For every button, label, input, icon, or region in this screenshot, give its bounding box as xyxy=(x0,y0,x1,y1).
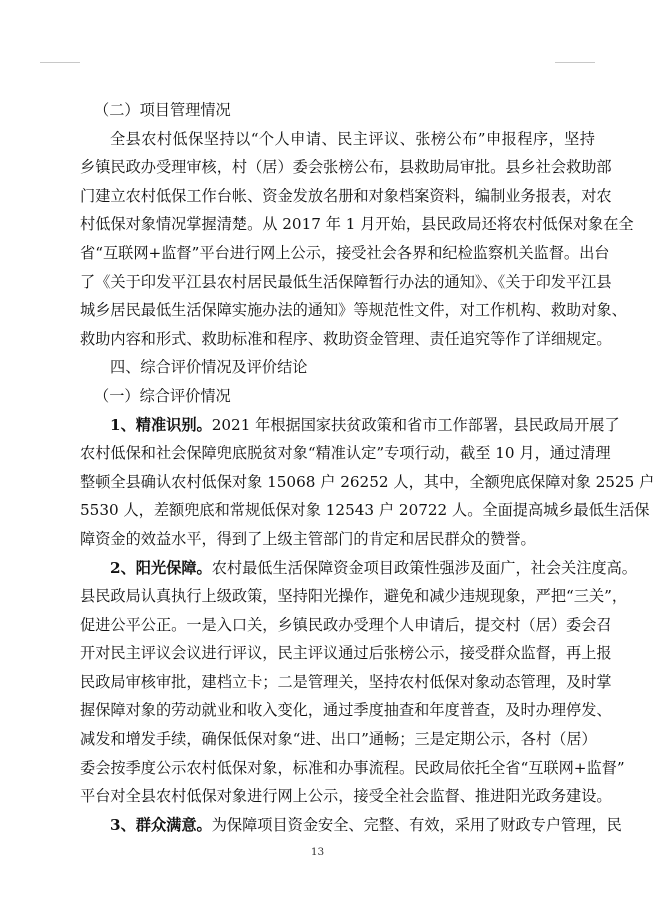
item-text: 为保障项目资金安全、完整、有效，采用了财政专户管理，民 xyxy=(211,815,622,834)
item-title: 3、群众满意。 xyxy=(110,815,212,834)
crop-mark-right xyxy=(555,62,595,63)
paragraph-line: 握保障对象的劳动就业和收入变化，通过季度抽查和年度普查，及时办理停发、 xyxy=(80,701,612,720)
paragraph-line: 救助内容和形式、救助标准和程序、救助资金管理、责任追究等作了详细规定。 xyxy=(80,329,612,348)
paragraph-line: 委会按季度公示农村低保对象，标准和办事流程。民政局依托全省“互联网+监督” xyxy=(80,758,625,777)
item-sunshine-guarantee-first-line xyxy=(80,554,637,583)
paragraph-line: 民政局审核审批，建档立卡；二是管理关，坚持农村低保对象动态管理，及时掌 xyxy=(80,672,612,691)
page-number: 13 xyxy=(310,846,325,858)
paragraph-line: 障资金的效益水平，得到了上级主管部门的肯定和居民群众的赞誉。 xyxy=(80,529,536,548)
section-heading-evaluation: 四、综合评价情况及评价结论 xyxy=(110,358,308,377)
paragraph-line: 减发和增发手续，确保低保对象“进、出口”通畅；三是定期公示，各村（居） xyxy=(80,730,597,749)
item-text: 2021 年根据国家扶贫政策和省市工作部署，县民政局开展了 xyxy=(211,415,620,434)
item-accurate-identification-first-line xyxy=(80,411,620,440)
paragraph-line: 了《关于印发平江县农村居民最低生活保障暂行办法的通知》、《关于印发平江县 xyxy=(80,272,612,291)
paragraph-line: 村低保对象情况掌握清楚。从 2017 年 1 月开始，县民政局还将农村低保对象在全 xyxy=(80,215,634,234)
document-body xyxy=(80,96,654,839)
paragraph-line: 促进公平公正。一是入口关，乡镇民政办受理个人申请后，提交村（居）委会召 xyxy=(80,615,612,634)
paragraph-line: 整顿全县确认农村低保对象 15068 户 26252 人，其中，全额兜底保障对象 2525 户 xyxy=(80,472,654,491)
paragraph-line: 县民政局认真执行上级政策，坚持阳光操作，避免和减少违规现象，严把“三关”， xyxy=(80,587,628,606)
item-public-satisfaction-first-line xyxy=(80,811,622,840)
item-title: 1、精准识别。 xyxy=(110,415,212,434)
paragraph-line: 全县农村低保坚持以“个人申请、民主评议、张榜公布”申报程序，坚持 xyxy=(110,129,595,148)
paragraph-line: 平台对全县农村低保对象进行网上公示，接受全社会监督、推进阳光政务建设。 xyxy=(80,787,612,806)
paragraph-line: 乡镇民政办受理审核，村（居）委会张榜公布，县救助局审批。县乡社会救助部 xyxy=(80,158,612,177)
paragraph-line: 省“互联网+监督”平台进行网上公示，接受社会各界和纪检监察机关监督。出台 xyxy=(80,243,610,262)
paragraph-line: 开对民主评议会议进行评议，民主评议通过后张榜公示，接受群众监督，再上报 xyxy=(80,644,612,663)
item-text: 农村最低生活保障资金项目政策性强涉及面广，社会关注度高。 xyxy=(211,558,637,577)
sub-heading-evaluation-status: （一）综合评价情况 xyxy=(94,386,231,405)
item-title: 2、阳光保障。 xyxy=(110,558,212,577)
paragraph-line: 5530 人，差额兜底和常规低保对象 12543 户 20722 人。全面提高城乡最低生活保 xyxy=(80,501,650,520)
paragraph-line: 农村低保和社会保障兜底脱贫对象“精准认定”专项行动，截至 10 月，通过清理 xyxy=(80,444,611,463)
section-heading-project-management: （二）项目管理情况 xyxy=(94,101,231,119)
paragraph-line: 城乡居民最低生活保障实施办法的通知》等规范性文件，对工作机构、救助对象、 xyxy=(80,301,627,320)
paragraph-line: 门建立农村低保工作台帐、资金发放名册和对象档案资料，编制业务报表，对农 xyxy=(80,186,612,205)
crop-mark-left xyxy=(40,62,80,63)
